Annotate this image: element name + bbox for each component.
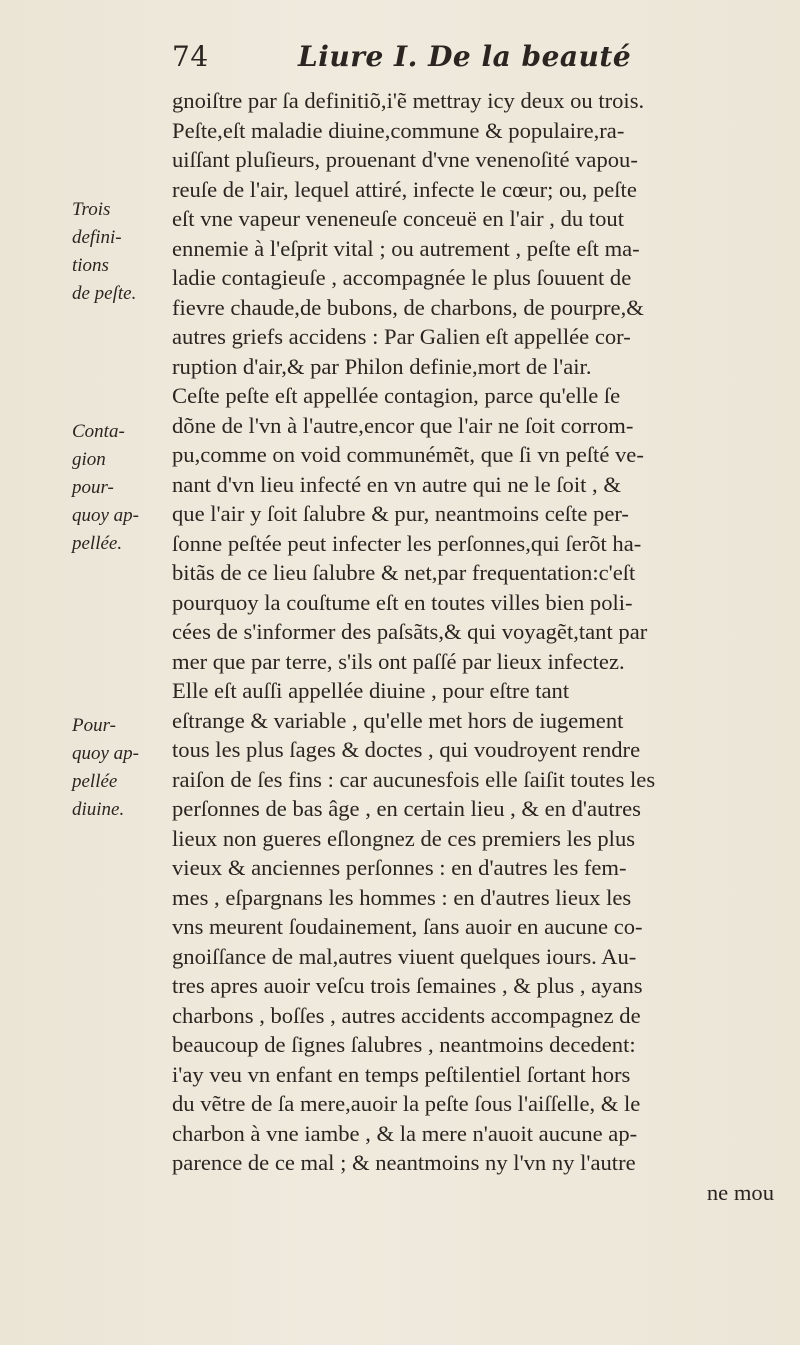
- body-text: [172, 86, 784, 1207]
- margin-note-line: diuine.: [72, 799, 125, 820]
- margin-note-line: pellée: [72, 771, 118, 792]
- margin-note-line: de peſte.: [72, 283, 137, 304]
- text-line: tres apres auoir veſcu trois ſemaines , & plus , ayans: [172, 973, 643, 998]
- text-line: cées de s'informer des paſsãts,& qui voyagẽt,tant par: [172, 619, 648, 644]
- margin-note-line: pour-: [72, 477, 114, 498]
- text-line: que l'air y ſoit ſalubre & pur, neantmoins ceſte per-: [172, 501, 629, 526]
- text-line: bitãs de ce lieu ſalubre & net,par frequentation:c'eſt: [172, 560, 636, 585]
- margin-note-contagion: [72, 418, 167, 558]
- margin-note-line: Pour-: [72, 715, 116, 736]
- running-title: Liure I. De la beauté: [298, 40, 632, 73]
- text-line: vieux & anciennes perſonnes : en d'autres les fem-: [172, 855, 627, 880]
- text-line: ruption d'air,& par Philon definie,mort de l'air.: [172, 353, 592, 379]
- margin-note-line: pellée.: [72, 533, 123, 554]
- text-line: Peſte,eſt maladie diuine,commune & populaire,ra-: [172, 117, 625, 143]
- text-line: mes , eſpargnans les hommes : en d'autres lieux les: [172, 884, 632, 910]
- text-line: i'ay veu vn enfant en temps peſtilentiel ſortant hors: [172, 1061, 631, 1087]
- margin-note-line: tions: [72, 255, 109, 276]
- text-line: ladie contagieuſe , accompagnée le plus ſouuent de: [172, 265, 632, 290]
- text-line: dõne de l'vn à l'autre,encor que l'air ne ſoit corrom-: [172, 412, 634, 438]
- text-line: du vẽtre de ſa mere,auoir la peſte ſous l'aiſſelle, & le: [172, 1091, 641, 1116]
- margin-note-divine: [72, 712, 167, 824]
- margin-note-definitions: [72, 196, 167, 308]
- text-line: gnoiſſance de mal,autres viuent quelques iours. Au-: [172, 943, 637, 969]
- text-line: charbon à vne iambe , & la mere n'auoit aucune ap-: [172, 1120, 638, 1146]
- text-line: uiſſant pluſieurs, prouenant d'vne venenoſité vapou-: [172, 147, 638, 172]
- margin-note-line: gion: [72, 449, 106, 470]
- text-line: Elle eſt auſſi appellée diuine , pour eſtre tant: [172, 678, 570, 703]
- margin-note-line: quoy ap-: [72, 505, 140, 526]
- text-line: gnoiſtre par ſa definitiõ,i'ẽ mettray icy deux ou trois.: [172, 88, 645, 113]
- text-line: eſtrange & variable , qu'elle met hors de iugement: [172, 707, 624, 733]
- text-line: raiſon de ſes fins : car aucunesfois elle ſaiſit toutes les: [172, 766, 656, 792]
- text-line: Ceſte peſte eſt appellée contagion, parce qu'elle ſe: [172, 383, 621, 408]
- margin-note-line: Conta-: [72, 421, 125, 442]
- text-line: eſt vne vapeur veneneuſe conceuë en l'air , du tout: [172, 206, 624, 231]
- text-line: reuſe de l'air, lequel attiré, infecte le cœur; ou, peſte: [172, 176, 637, 202]
- catchword: ne mou: [706, 1179, 774, 1205]
- text-line: nant d'vn lieu infecté en vn autre qui ne le ſoit , &: [172, 471, 621, 497]
- text-line: mer que par terre, s'ils ont paſſé par lieux infectez.: [172, 648, 625, 674]
- text-line: pourquoy la couſtume eſt en toutes villes bien poli-: [172, 589, 633, 615]
- text-line: charbons , boſſes , autres accidents accompagnez de: [172, 1002, 641, 1028]
- text-line: tous les plus ſages & doctes , qui voudroyent rendre: [172, 737, 641, 762]
- page-number: 74: [172, 40, 209, 73]
- text-line: lieux non gueres eſlongnez de ces premiers les plus: [172, 825, 636, 851]
- text-line: parence de ce mal ; & neantmoins ny l'vn ny l'autre: [172, 1150, 636, 1175]
- text-line: vns meurent ſoudainement, ſans auoir en aucune co-: [172, 914, 643, 939]
- text-line: autres griefs accidens : Par Galien eſt appellée cor-: [172, 324, 631, 349]
- text-line: pu,comme on void communémẽt, que ſi vn peſté ve-: [172, 442, 644, 467]
- margin-note-line: defini-: [72, 227, 122, 248]
- text-line: fievre chaude,de bubons, de charbons, de pourpre,&: [172, 294, 644, 320]
- page-header: [172, 40, 631, 73]
- text-line: perſonnes de bas âge , en certain lieu , & en d'autres: [172, 796, 641, 821]
- margin-note-line: quoy ap-: [72, 743, 140, 764]
- text-line: ennemie à l'eſprit vital ; ou autrement , peſte eſt ma-: [172, 235, 640, 261]
- text-line: ſonne peſtée peut infecter les perſonnes,qui ſerõt ha-: [172, 530, 642, 556]
- text-line: beaucoup de ſignes ſalubres , neantmoins decedent:: [172, 1032, 636, 1057]
- margin-note-line: Trois: [72, 199, 111, 220]
